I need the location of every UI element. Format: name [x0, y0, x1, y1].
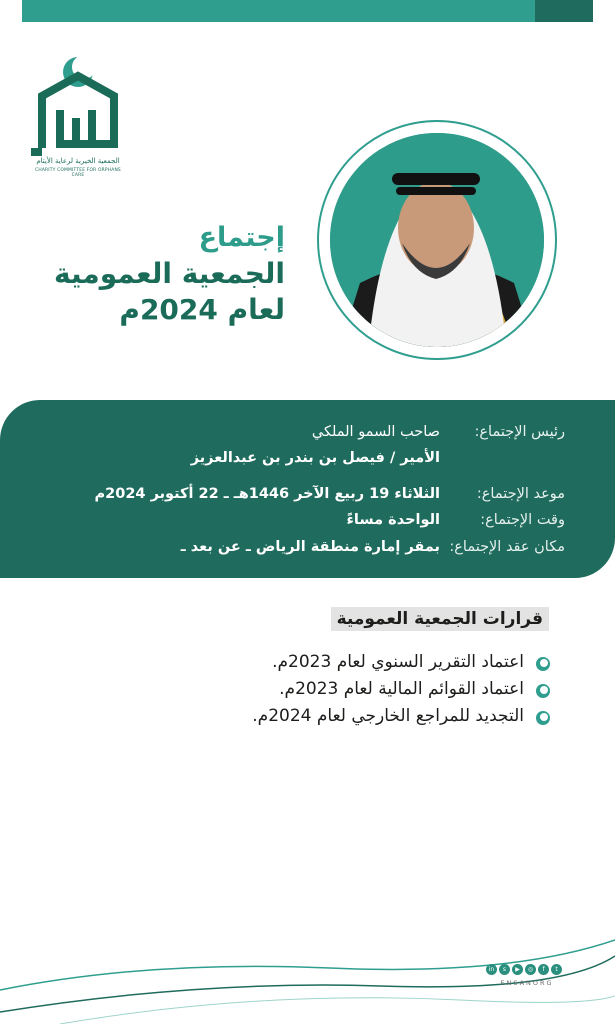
- decisions-title: قرارات الجمعية العمومية: [331, 607, 549, 631]
- top-accent-bar-dark: [535, 0, 593, 22]
- top-accent-bar: [22, 0, 593, 22]
- page-title: [54, 220, 285, 328]
- title-line-year: لعام 2024م: [119, 293, 285, 326]
- snapchat-icon[interactable]: s: [499, 964, 510, 975]
- portrait-illustration: [330, 133, 544, 347]
- logo-subtitle-english: CHARITY COMMITTEE FOR ORPHANS CARE: [35, 168, 121, 178]
- bullet-icon: [536, 684, 550, 698]
- chair-title: صاحب السمو الملكي: [311, 424, 440, 440]
- ensan-logo: [28, 48, 128, 174]
- date-label: موعد الإجتماع:: [476, 486, 565, 502]
- linkedin-icon[interactable]: in: [486, 964, 497, 975]
- instagram-icon[interactable]: ◎: [525, 964, 536, 975]
- chair-portrait: [330, 133, 544, 347]
- youtube-icon[interactable]: ▶: [512, 964, 523, 975]
- decision-item: التجديد للمراجع الخارجي لعام 2024م.: [252, 706, 524, 726]
- chair-name: الأمير / فيصل بن بندر بن عبدالعزيز: [190, 450, 440, 466]
- date-value: الثلاثاء 19 ربيع الآخر 1446هـ ـ 22 أكتوبر 2024م: [94, 486, 440, 502]
- time-value: الواحدة مساءً: [346, 512, 440, 528]
- twitter-icon[interactable]: t: [551, 964, 562, 975]
- decision-item: اعتماد القوائم المالية لعام 2023م.: [279, 679, 524, 699]
- bullet-icon: [536, 711, 550, 725]
- social-handle: ENSANORG: [500, 979, 554, 987]
- chair-label: رئيس الإجتماع:: [474, 424, 565, 440]
- social-icons: [486, 964, 568, 976]
- decision-item: اعتماد التقرير السنوي لعام 2023م.: [272, 652, 524, 672]
- title-line-assembly: الجمعية العمومية: [53, 257, 285, 290]
- time-label: وقت الإجتماع:: [480, 512, 565, 528]
- place-value: بمقر إمارة منطقة الرياض ـ عن بعد ـ: [180, 539, 440, 555]
- place-label: مكان عقد الإجتماع:: [449, 539, 565, 555]
- logo-subtitle-arabic: الجمعية الخيرية لرعاية الأيتام: [36, 157, 120, 165]
- title-line-meeting: إجتماع: [198, 222, 285, 253]
- bullet-icon: [536, 657, 550, 671]
- facebook-icon[interactable]: f: [538, 964, 549, 975]
